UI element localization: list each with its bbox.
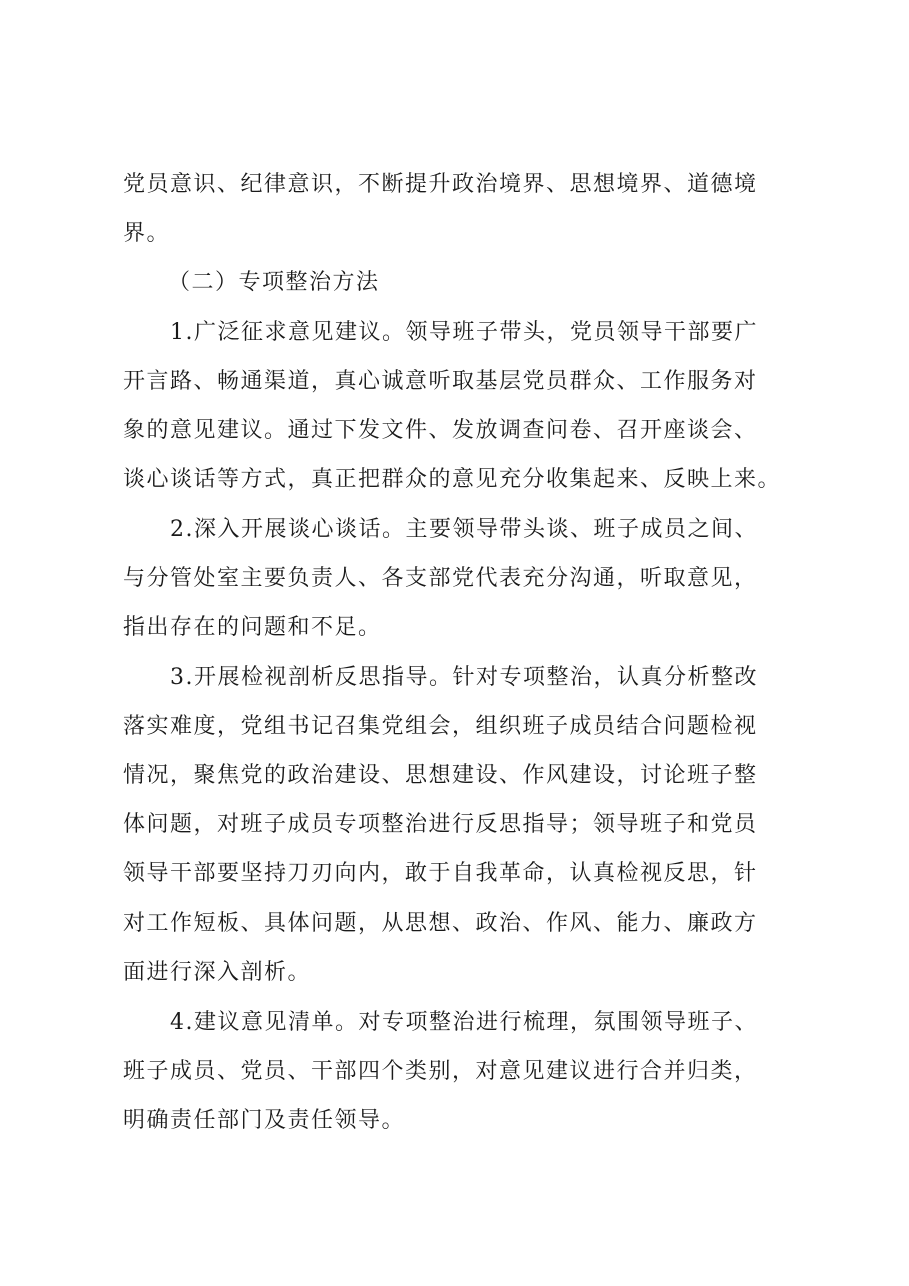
item-4-line-2: 班子成员、党员、干部四个类别，对意见建议进行合并归类， (123, 1059, 758, 1084)
item-4-line-3: 明确责任部门及责任领导。 (123, 1108, 406, 1133)
item-1-line-1: 1.广泛征求意见建议。领导班子带头，党员领导干部要广 (170, 320, 758, 345)
item-2-line-2: 与分管处室主要负责人、各支部党代表充分沟通，听取意见， (123, 566, 758, 591)
item-4-line-1: 4.建议意见清单。对专项整治进行梳理，氛围领导班子、 (170, 1010, 758, 1035)
item-2-line-1: 2.深入开展谈心谈话。主要领导带头谈、班子成员之间、 (170, 517, 758, 542)
text-line-2: 界。 (123, 221, 171, 246)
item-3-line-1: 3.开展检视剖析反思指导。针对专项整治，认真分析整改 (170, 665, 758, 690)
item-1-line-2: 开言路、畅通渠道，真心诚意听取基层党员群众、工作服务对 (123, 369, 758, 394)
item-3-line-7: 面进行深入剖析。 (123, 960, 312, 985)
text-line-1: 党员意识、纪律意识，不断提升政治境界、思想境界、道德境 (123, 172, 758, 197)
item-3-line-2: 落实难度，党组书记召集党组会，组织班子成员结合问题检视 (123, 714, 758, 739)
item-1-line-4: 谈心谈话等方式，真正把群众的意见充分收集起来、反映上来。 (123, 467, 782, 492)
item-3-line-3: 情况，聚焦党的政治建设、思想建设、作风建设，讨论班子整 (123, 763, 758, 788)
item-3-line-6: 对工作短板、具体问题，从思想、政治、作风、能力、廉政方 (123, 911, 758, 936)
item-3-line-5: 领导干部要坚持刀刃向内，敢于自我革命，认真检视反思，针 (123, 861, 758, 886)
item-3-line-4: 体问题，对班子成员专项整治进行反思指导；领导班子和党员 (123, 812, 758, 837)
item-1-line-3: 象的意见建议。通过下发文件、发放调查问卷、召开座谈会、 (123, 418, 758, 443)
item-2-line-3: 指出存在的问题和不足。 (123, 615, 382, 640)
section-heading: （二）专项整治方法 (168, 270, 380, 295)
